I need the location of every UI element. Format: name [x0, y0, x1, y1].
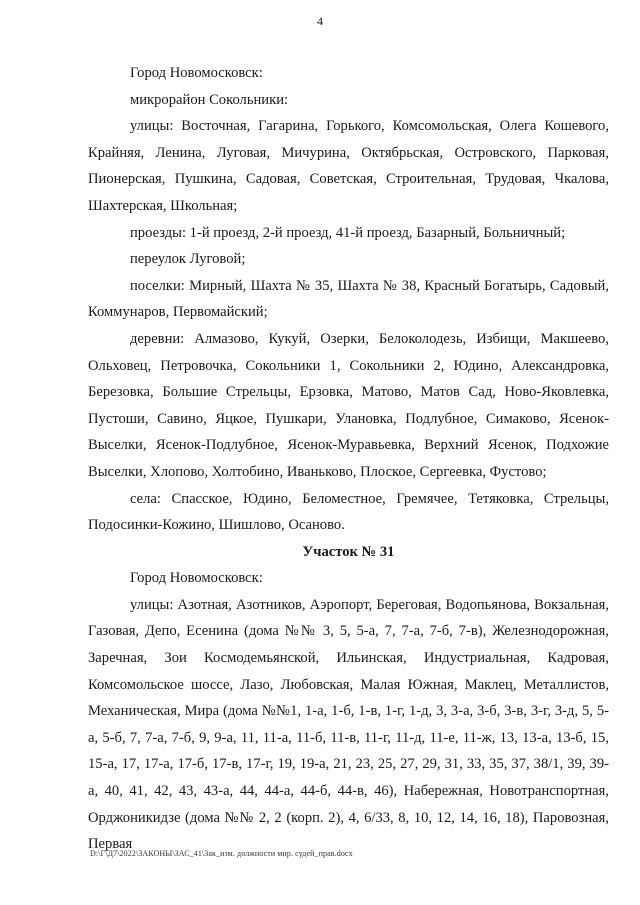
paragraph-villages: деревни: Алмазово, Кукуй, Озерки, Белоколодезь, Избищи, Макшеево, Ольховец, Петровочка, Сокольники 1, Сокольники 2, Юдино, Александровка, Березовка, Большие Стрельцы, Ерзовка, Матово, Матов Сад, Ново-Яковлевка, Пустоши, Савино, Яцкое, Пушкари, Улановка, Подлубное, Симаково, Ясенок-Выселки, Ясенок-Подлубное, Ясенок-Муравьевка, Верхний Ясенок, Подхожие Выселки, Хлопово, Холтобино, Иваньково, Плоское, Сергеевка, Фустово; [88, 330, 609, 480]
paragraph-lane: переулок Луговой; [130, 251, 246, 268]
paragraph-settlements: поселки: Мирный, Шахта № 35, Шахта № 38, Красный Богатырь, Садовый, Коммунаров, Первомайский; [88, 277, 609, 321]
document-body [88, 60, 609, 858]
page-number: 4 [317, 14, 323, 28]
paragraph-passages: проезды: 1-й проезд, 2-й проезд, 41-й проезд, Базарный, Больничный; [130, 224, 566, 241]
section-heading: Участок № 31 [302, 543, 395, 560]
paragraph-city: Город Новомосковск: [130, 65, 263, 81]
file-path-footer: D:\Г\Д7\2022\ЗАКОНЫ\ЗАС_41\Зак_изм. должности мир. судей_прав.docx [90, 849, 353, 858]
section-paragraph-city: Город Новомосковск: [130, 570, 263, 587]
paragraph-sela: села: Спасское, Юдино, Беломестное, Гремячее, Тетяковка, Стрельцы, Подосинки-Кожино, Шишлово, Осаново. [88, 490, 609, 534]
section-paragraph-streets: улицы: Азотная, Азотников, Аэропорт, Береговая, Водопьянова, Вокзальная, Газовая, Депо, Есенина (дома №№ 3, 5, 5-а, 7, 7-а, 7-б, 7-в), Железнодорожная, Заречная, Зои Космодемьянской, Ильинская, Индустриальная, Кадровая, Комсомольское шоссе, Лазо, Любовская, Малая Южная, Маклец, Металлистов, Механическая, Мира (дома №№1, 1-а, 1-б, 1-в, 1-г, 1-д, 3, 3-а, 3-б, 3-в, 3-г, 3-д, 5, 5-а, 5-б, 7, 7-а, 7-б, 9, 9-а, 11, 11-а, 11-б, 11-в, 11-г, 11-д, 11-е, 11-ж, 13, 13-а, 13-б, 15, 15-а, 17, 17-а, 17-б, 17-в, 17-г, 19, 19-а, 21, 23, 25, 27, 29, 31, 33, 35, 37, 38/1, 39, 39-а, 40, 41, 42, 43, 43-а, 44, 44-а, 44-б, 44-в, 46), Набережная, Новотранспортная, Орджоникидзе (дома №№ 2, 2 (корп. 2), 4, 6/33, 8, 10, 12, 14, 16, 18), Паровозная, Первая [88, 596, 609, 853]
paragraph-district: микрорайон Сокольники: [130, 91, 289, 108]
paragraph-streets: улицы: Восточная, Гагарина, Горького, Комсомольская, Олега Кошевого, Крайняя, Ленина, Луговая, Мичурина, Октябрьская, Островского, Парковая, Пионерская, Пушкина, Садовая, Советская, Строительная, Трудовая, Чкалова, Шахтерская, Школьная; [88, 118, 609, 214]
